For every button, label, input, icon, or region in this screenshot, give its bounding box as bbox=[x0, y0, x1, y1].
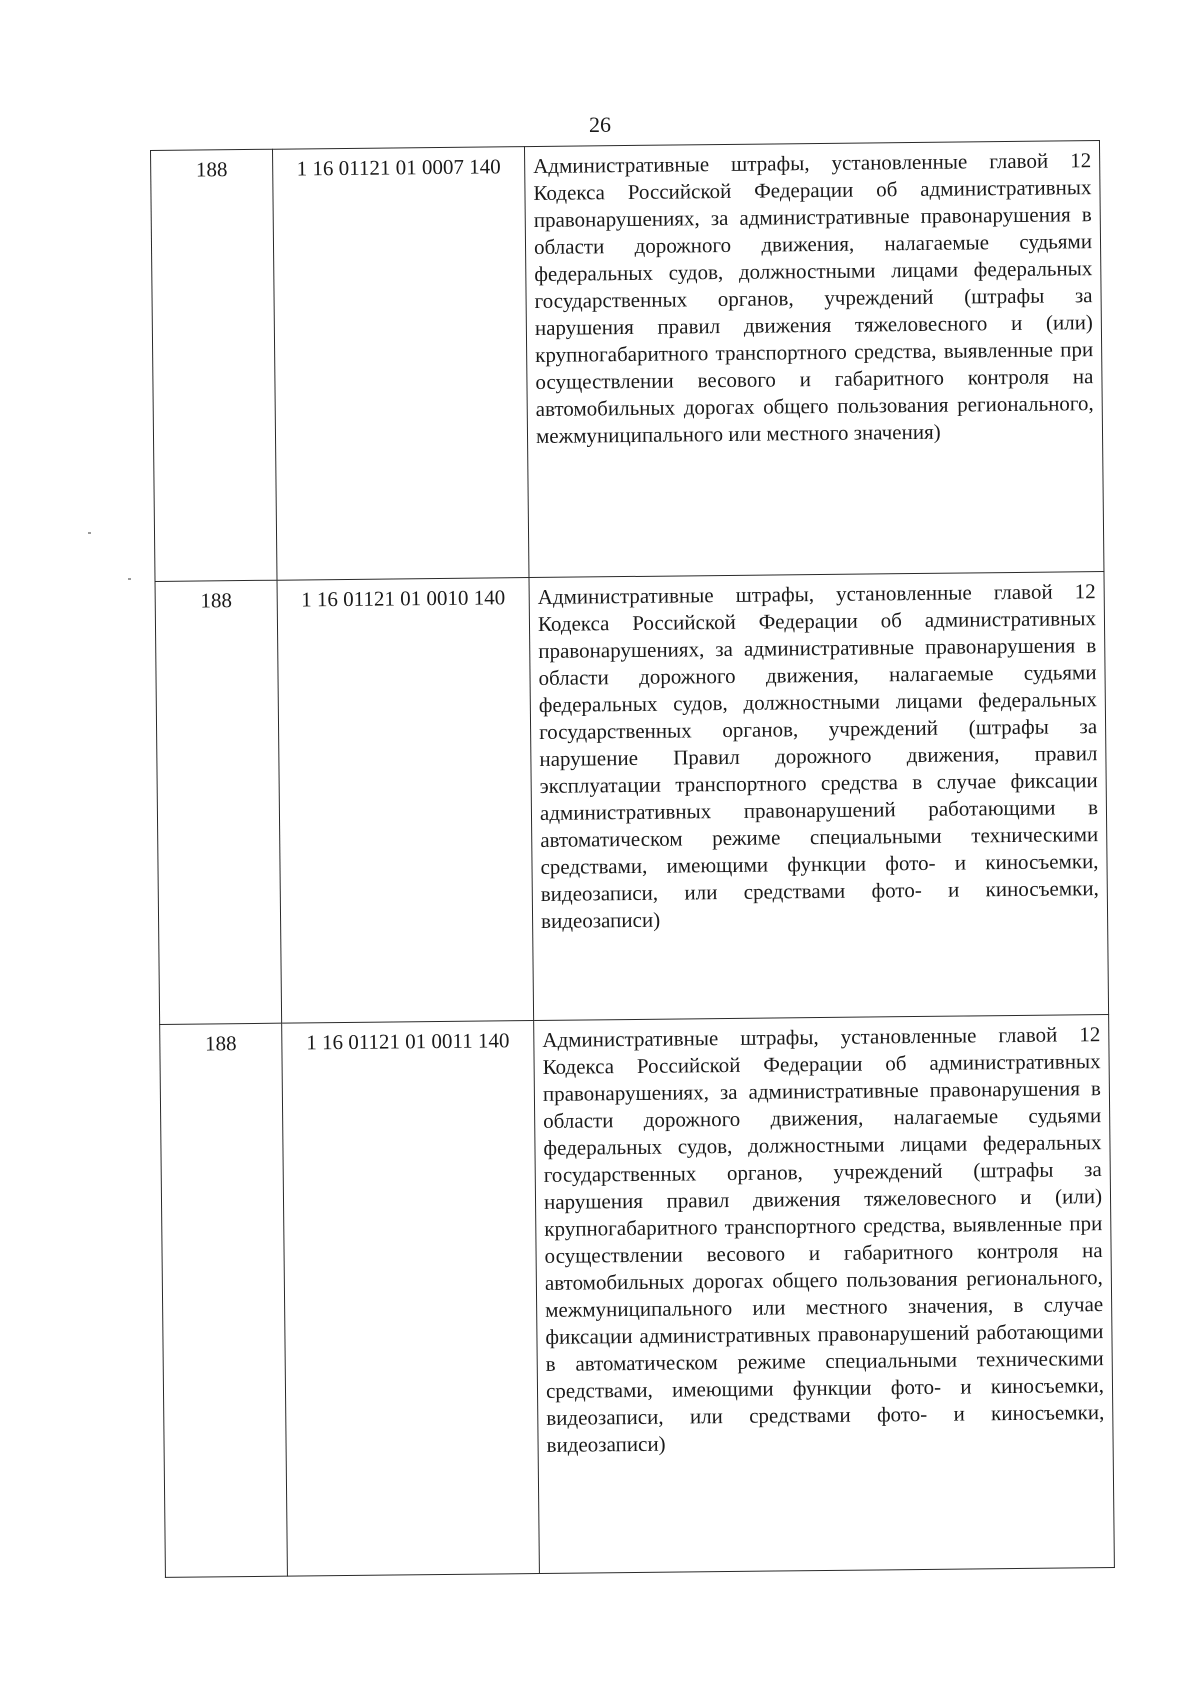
description-cell: Административные штрафы, установленные главой 12 Кодекса Российской Федерации об административных правонарушениях, за административные правонарушения в области дорожного движения, налагаемые судьями федеральных судов, должностными лицами федеральных государственных органов, учреждений (штрафы за нарушение Правил дорожного движения, правил эксплуатации транспортного средства в случае фиксации административных правонарушений работающими в автоматическом режиме специальными техническими средствами, имеющими функции фото- и киносъемки, видеозаписи, или средствами фото- и киносъемки, видеозаписи) bbox=[529, 572, 1109, 1021]
description-cell: Административные штрафы, установленные главой 12 Кодекса Российской Федерации об административных правонарушениях, за административные правонарушения в области дорожного движения, налагаемые судьями федеральных судов, должностными лицами федеральных государственных органов, учреждений (штрафы за нарушения правил движения тяжеловесного и (или) крупногабаритного транспортного средства, выявленные при осуществлении весового и габаритного контроля на автомобильных дорогах общего пользования регионального, межмуниципального или местного значения, в случае фиксации административных правонарушений работающими в автоматическом режиме специальными техническими средствами, имеющими функции фото- и киносъемки, видеозаписи, или средствами фото- и киносъемки, видеозаписи) bbox=[534, 1015, 1115, 1574]
admin-code-cell: 188 bbox=[160, 1023, 288, 1577]
table-row bbox=[151, 141, 1104, 582]
budget-code-cell: 1 16 01121 01 0007 140 bbox=[272, 147, 528, 581]
admin-code-cell: 188 bbox=[155, 580, 282, 1024]
scan-speck bbox=[88, 532, 91, 534]
page-number: 26 bbox=[589, 112, 611, 137]
budget-code-cell: 1 16 01121 01 0011 140 bbox=[282, 1021, 540, 1577]
admin-code-cell: 188 bbox=[151, 149, 278, 581]
table-row bbox=[160, 1015, 1115, 1578]
table-row bbox=[155, 572, 1109, 1025]
description-cell: Административные штрафы, установленные главой 12 Кодекса Российской Федерации об административных правонарушениях, за административные правонарушения в области дорожного движения, налагаемые судьями федеральных судов, должностными лицами федеральных государственных органов, учреждений (штрафы за нарушения правил движения тяжеловесного и (или) крупногабаритного транспортного средства, выявленные при осуществлении весового и габаритного контроля на автомобильных дорогах общего пользования регионального, межмуниципального или местного значения) bbox=[524, 141, 1103, 578]
revenue-codes-table bbox=[150, 140, 1115, 1578]
budget-code-cell: 1 16 01121 01 0010 140 bbox=[277, 578, 534, 1024]
scan-speck bbox=[128, 578, 131, 580]
